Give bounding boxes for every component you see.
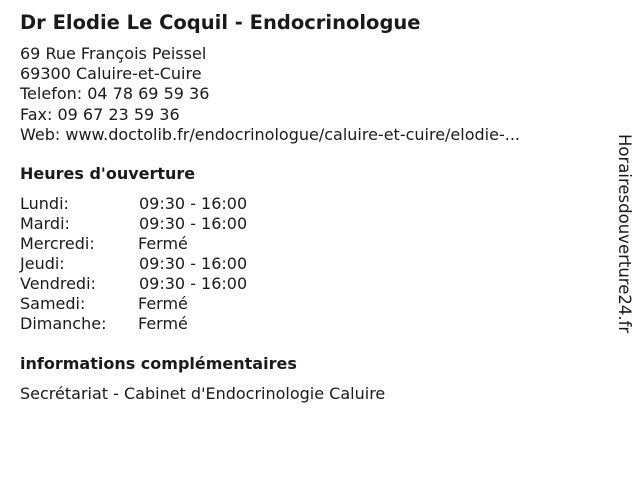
additional-info-heading: informations complémentaires xyxy=(20,354,297,373)
time-value: Fermé xyxy=(138,234,188,253)
time-value: 09:30 - 16:00 xyxy=(139,274,248,293)
day-label: Vendredi: xyxy=(20,274,96,293)
phone-number: Telefon: 04 78 69 59 36 xyxy=(20,84,210,104)
watermark-text: Horairesdouverture24.fr xyxy=(615,134,634,334)
day-label: Jeudi: xyxy=(20,254,65,273)
address-block xyxy=(20,44,520,145)
day-label: Mardi: xyxy=(20,214,70,233)
time-value: Fermé xyxy=(138,294,188,313)
time-value: 09:30 - 16:00 xyxy=(139,254,248,273)
site-watermark xyxy=(612,134,636,370)
fax-number: Fax: 09 67 23 59 36 xyxy=(20,104,180,124)
day-label: Samedi: xyxy=(20,294,86,313)
day-label: Dimanche: xyxy=(20,314,107,333)
time-value: 09:30 - 16:00 xyxy=(139,214,248,233)
opening-hours-heading: Heures d'ouverture xyxy=(20,164,196,183)
street-address: 69 Rue François Peissel xyxy=(20,44,207,63)
day-label: Mercredi: xyxy=(20,234,95,253)
website-url: Web: www.doctolib.fr/endocrinologue/caluire-et-cuire/elodie-... xyxy=(20,124,520,144)
time-value: Fermé xyxy=(138,314,188,333)
time-value: 09:30 - 16:00 xyxy=(139,194,248,213)
day-label: Lundi: xyxy=(20,194,69,213)
page-title: Dr Elodie Le Coquil - Endocrinologue xyxy=(20,11,421,34)
additional-info-text: Secrétariat - Cabinet d'Endocrinologie Caluire xyxy=(20,384,386,403)
city-postal-code: 69300 Caluire-et-Cuire xyxy=(20,64,202,84)
